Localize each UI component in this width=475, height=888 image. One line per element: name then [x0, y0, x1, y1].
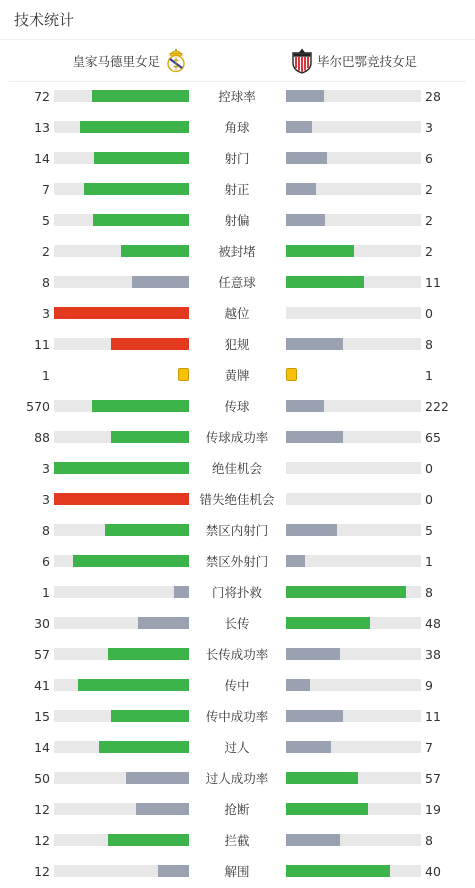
away-stat-bar-fill [286, 741, 331, 753]
stat-row [0, 608, 475, 639]
home-stat-value: 50 [34, 771, 50, 786]
away-stat-value: 28 [425, 89, 441, 104]
home-stat-value: 12 [34, 802, 50, 817]
away-stat-bar-track [286, 338, 421, 350]
home-stat-bar-fill [78, 679, 189, 691]
home-stat-bar-track [54, 865, 189, 877]
home-stat-value: 12 [34, 864, 50, 879]
stat-label: 控球率 [218, 89, 256, 104]
home-stat-value: 11 [34, 337, 50, 352]
home-stat-bar-track [54, 586, 189, 598]
stat-label: 被封堵 [218, 244, 256, 259]
away-stat-bar-fill [286, 710, 343, 722]
home-stat-bar-fill [54, 307, 189, 319]
home-stat-value: 1 [42, 368, 50, 383]
home-stat-bar-track [54, 307, 189, 319]
home-stat-bar-fill [108, 648, 189, 660]
stat-label: 门将扑救 [211, 585, 262, 600]
stat-row [0, 825, 475, 856]
stat-label: 解围 [224, 864, 250, 879]
stat-label: 错失绝佳机会 [199, 492, 275, 507]
away-stat-bar-fill [286, 648, 340, 660]
home-stat-bar-fill [54, 462, 189, 474]
stat-row [0, 577, 475, 608]
stat-label: 过人 [224, 740, 250, 755]
away-stat-bar-fill [286, 245, 354, 257]
home-stat-bar-fill [111, 338, 189, 350]
home-stat-bar-fill [136, 803, 189, 815]
home-stat-bar-track [54, 245, 189, 257]
away-stat-bar-track [286, 121, 421, 133]
stat-label: 抢断 [224, 802, 250, 817]
away-stat-bar-fill [286, 121, 312, 133]
home-stat-bar-track [54, 617, 189, 629]
stat-row [0, 515, 475, 546]
stat-row [0, 546, 475, 577]
away-stat-bar-track [286, 369, 421, 381]
home-stat-bar-fill [93, 214, 189, 226]
home-stat-value: 8 [42, 275, 50, 290]
stat-row [0, 81, 475, 112]
away-stat-value: 8 [425, 585, 433, 600]
home-stat-value: 6 [42, 554, 50, 569]
away-stat-bar-track [286, 772, 421, 784]
away-stat-bar-fill [286, 586, 406, 598]
away-stat-bar-track [286, 245, 421, 257]
away-stat-bar-track [286, 307, 421, 319]
away-stat-value: 0 [425, 306, 433, 321]
home-team[interactable] [72, 41, 187, 81]
stat-label: 犯规 [224, 337, 250, 352]
away-stat-bar-fill [286, 90, 324, 102]
away-stat-value: 1 [425, 554, 433, 569]
away-stat-value: 0 [425, 492, 433, 507]
away-stat-value: 40 [425, 864, 441, 879]
home-stat-value: 570 [26, 399, 50, 414]
home-stat-value: 1 [42, 585, 50, 600]
home-stat-value: 14 [34, 740, 50, 755]
stat-label: 射正 [224, 182, 250, 197]
away-stat-value: 7 [425, 740, 433, 755]
home-stat-bar-track [54, 214, 189, 226]
stat-row [0, 856, 475, 887]
away-stat-bar-fill [286, 803, 368, 815]
home-stat-bar-fill [54, 493, 189, 505]
away-stat-bar-track [286, 431, 421, 443]
stat-label: 传球 [224, 399, 250, 414]
away-stat-bar-track [286, 617, 421, 629]
stat-row [0, 453, 475, 484]
home-stat-bar-track [54, 152, 189, 164]
home-stat-value: 41 [34, 678, 50, 693]
stat-row [0, 391, 475, 422]
home-stat-bar-fill [111, 431, 189, 443]
home-stat-value: 3 [42, 461, 50, 476]
away-stat-bar-fill [286, 400, 324, 412]
away-stat-value: 8 [425, 337, 433, 352]
away-stat-value: 0 [425, 461, 433, 476]
stat-row [0, 794, 475, 825]
stat-label: 传球成功率 [205, 430, 269, 445]
stat-row [0, 484, 475, 515]
home-stat-bar-fill [84, 183, 189, 195]
away-stat-value: 1 [425, 368, 433, 383]
away-stat-bar-track [286, 276, 421, 288]
home-stat-bar-fill [80, 121, 189, 133]
away-stat-bar-fill [286, 276, 364, 288]
away-stat-bar-track [286, 710, 421, 722]
away-stat-value: 222 [425, 399, 449, 414]
away-stat-bar-fill [286, 183, 316, 195]
home-stat-bar-fill [92, 400, 189, 412]
away-stat-bar-track [286, 152, 421, 164]
home-stat-value: 14 [34, 151, 50, 166]
home-stat-value: 5 [42, 213, 50, 228]
stat-row [0, 360, 475, 391]
away-stat-bar-fill [286, 431, 343, 443]
stat-row [0, 329, 475, 360]
stat-row [0, 298, 475, 329]
stat-label: 射门 [224, 151, 250, 166]
section-title: 技术统计 [14, 11, 75, 29]
home-stat-bar-track [54, 462, 189, 474]
stat-label: 黄牌 [224, 368, 250, 383]
stat-row [0, 143, 475, 174]
away-stat-bar-track [286, 555, 421, 567]
away-stat-bar-track [286, 400, 421, 412]
home-stat-bar-track [54, 183, 189, 195]
home-stat-bar-track [54, 741, 189, 753]
home-stat-bar-fill [174, 586, 189, 598]
away-stat-bar-track [286, 214, 421, 226]
stat-label: 过人成功率 [205, 771, 269, 786]
away-stat-value: 38 [425, 647, 441, 662]
away-stat-bar-fill [286, 679, 310, 691]
away-stat-value: 6 [425, 151, 433, 166]
stat-row [0, 701, 475, 732]
away-stat-bar-fill [286, 214, 325, 226]
away-stat-value: 65 [425, 430, 441, 445]
home-stat-bar-track [54, 710, 189, 722]
stat-row [0, 422, 475, 453]
away-stat-bar-track [286, 803, 421, 815]
teams-row [9, 41, 466, 82]
home-stat-bar-track [54, 121, 189, 133]
home-stat-bar-fill [158, 865, 189, 877]
stat-row [0, 267, 475, 298]
home-stat-bar-fill [132, 276, 189, 288]
home-stat-bar-track [54, 555, 189, 567]
home-stat-value: 3 [42, 492, 50, 507]
stat-row [0, 205, 475, 236]
home-stat-bar-track [54, 834, 189, 846]
stat-row [0, 174, 475, 205]
home-stat-value: 15 [34, 709, 50, 724]
away-stat-value: 5 [425, 523, 433, 538]
home-stat-value: 8 [42, 523, 50, 538]
home-stat-bar-track [54, 276, 189, 288]
stat-label: 任意球 [218, 275, 256, 290]
away-stat-bar-track [286, 741, 421, 753]
stat-row [0, 763, 475, 794]
home-team-name: 皇家马德里女足 [72, 54, 160, 69]
stat-label: 越位 [224, 306, 250, 321]
stat-label: 传中成功率 [205, 709, 269, 724]
stat-label: 长传成功率 [205, 647, 269, 662]
home-stat-bar-track [54, 90, 189, 102]
stat-label: 绝佳机会 [211, 461, 262, 476]
home-stat-bar-fill [126, 772, 189, 784]
away-stat-value: 19 [425, 802, 441, 817]
yellow-card-icon [286, 368, 297, 381]
away-stat-bar-fill [286, 338, 343, 350]
home-stat-bar-track [54, 648, 189, 660]
away-stat-bar-fill [286, 152, 327, 164]
away-stat-value: 3 [425, 120, 433, 135]
home-stat-value: 7 [42, 182, 50, 197]
away-stat-bar-track [286, 462, 421, 474]
away-stat-value: 8 [425, 833, 433, 848]
away-stat-value: 11 [425, 709, 441, 724]
real-madrid-crest-icon [165, 48, 187, 74]
away-team-name: 毕尔巴鄂竞技女足 [317, 54, 418, 69]
stat-row [0, 639, 475, 670]
stats-header [0, 0, 475, 40]
home-stat-value: 88 [34, 430, 50, 445]
stat-label: 长传 [224, 616, 250, 631]
away-stat-bar-fill [286, 772, 358, 784]
stat-row [0, 112, 475, 143]
home-stat-value: 13 [34, 120, 50, 135]
away-stat-value: 2 [425, 213, 433, 228]
away-stat-value: 11 [425, 275, 441, 290]
home-stat-bar-fill [111, 710, 189, 722]
home-stat-bar-fill [73, 555, 189, 567]
home-stat-bar-track [54, 524, 189, 536]
home-stat-bar-fill [121, 245, 189, 257]
home-stat-value: 72 [34, 89, 50, 104]
home-stat-bar-track [54, 493, 189, 505]
away-stat-bar-track [286, 90, 421, 102]
home-stat-bar-track [54, 369, 189, 381]
stat-label: 拦截 [224, 833, 250, 848]
away-stat-bar-track [286, 524, 421, 536]
away-stat-bar-fill [286, 617, 370, 629]
stat-row [0, 732, 475, 763]
away-stat-bar-track [286, 493, 421, 505]
home-stat-bar-fill [99, 741, 189, 753]
away-stat-bar-track [286, 834, 421, 846]
away-stat-value: 2 [425, 244, 433, 259]
home-stat-bar-track [54, 338, 189, 350]
away-stat-bar-track [286, 648, 421, 660]
away-stat-value: 57 [425, 771, 441, 786]
home-stat-bar-track [54, 803, 189, 815]
away-stat-bar-track [286, 679, 421, 691]
away-stat-bar-fill [286, 524, 337, 536]
away-stat-value: 2 [425, 182, 433, 197]
home-stat-bar-fill [94, 152, 189, 164]
stat-row [0, 670, 475, 701]
away-team[interactable] [291, 41, 417, 81]
away-stat-value: 48 [425, 616, 441, 631]
away-stat-bar-fill [286, 834, 340, 846]
home-stat-bar-fill [105, 524, 189, 536]
away-stat-bar-fill [286, 865, 390, 877]
home-stat-value: 3 [42, 306, 50, 321]
home-stat-value: 30 [34, 616, 50, 631]
home-stat-bar-fill [92, 90, 189, 102]
away-stat-bar-track [286, 586, 421, 598]
away-stat-bar-track [286, 183, 421, 195]
stat-label: 角球 [224, 120, 250, 135]
home-stat-value: 2 [42, 244, 50, 259]
home-stat-bar-track [54, 679, 189, 691]
stat-label: 禁区外射门 [205, 554, 269, 569]
home-stat-bar-fill [108, 834, 189, 846]
away-stat-bar-fill [286, 555, 305, 567]
home-stat-bar-track [54, 772, 189, 784]
stat-row [0, 236, 475, 267]
home-stat-value: 12 [34, 833, 50, 848]
stat-label: 禁区内射门 [205, 523, 269, 538]
home-stat-value: 57 [34, 647, 50, 662]
athletic-bilbao-crest-icon [291, 48, 313, 74]
home-stat-bar-fill [138, 617, 189, 629]
away-stat-value: 9 [425, 678, 433, 693]
home-stat-bar-track [54, 400, 189, 412]
away-stat-bar-track [286, 865, 421, 877]
stat-label: 射偏 [224, 213, 250, 228]
stat-label: 传中 [224, 678, 250, 693]
home-stat-bar-track [54, 431, 189, 443]
